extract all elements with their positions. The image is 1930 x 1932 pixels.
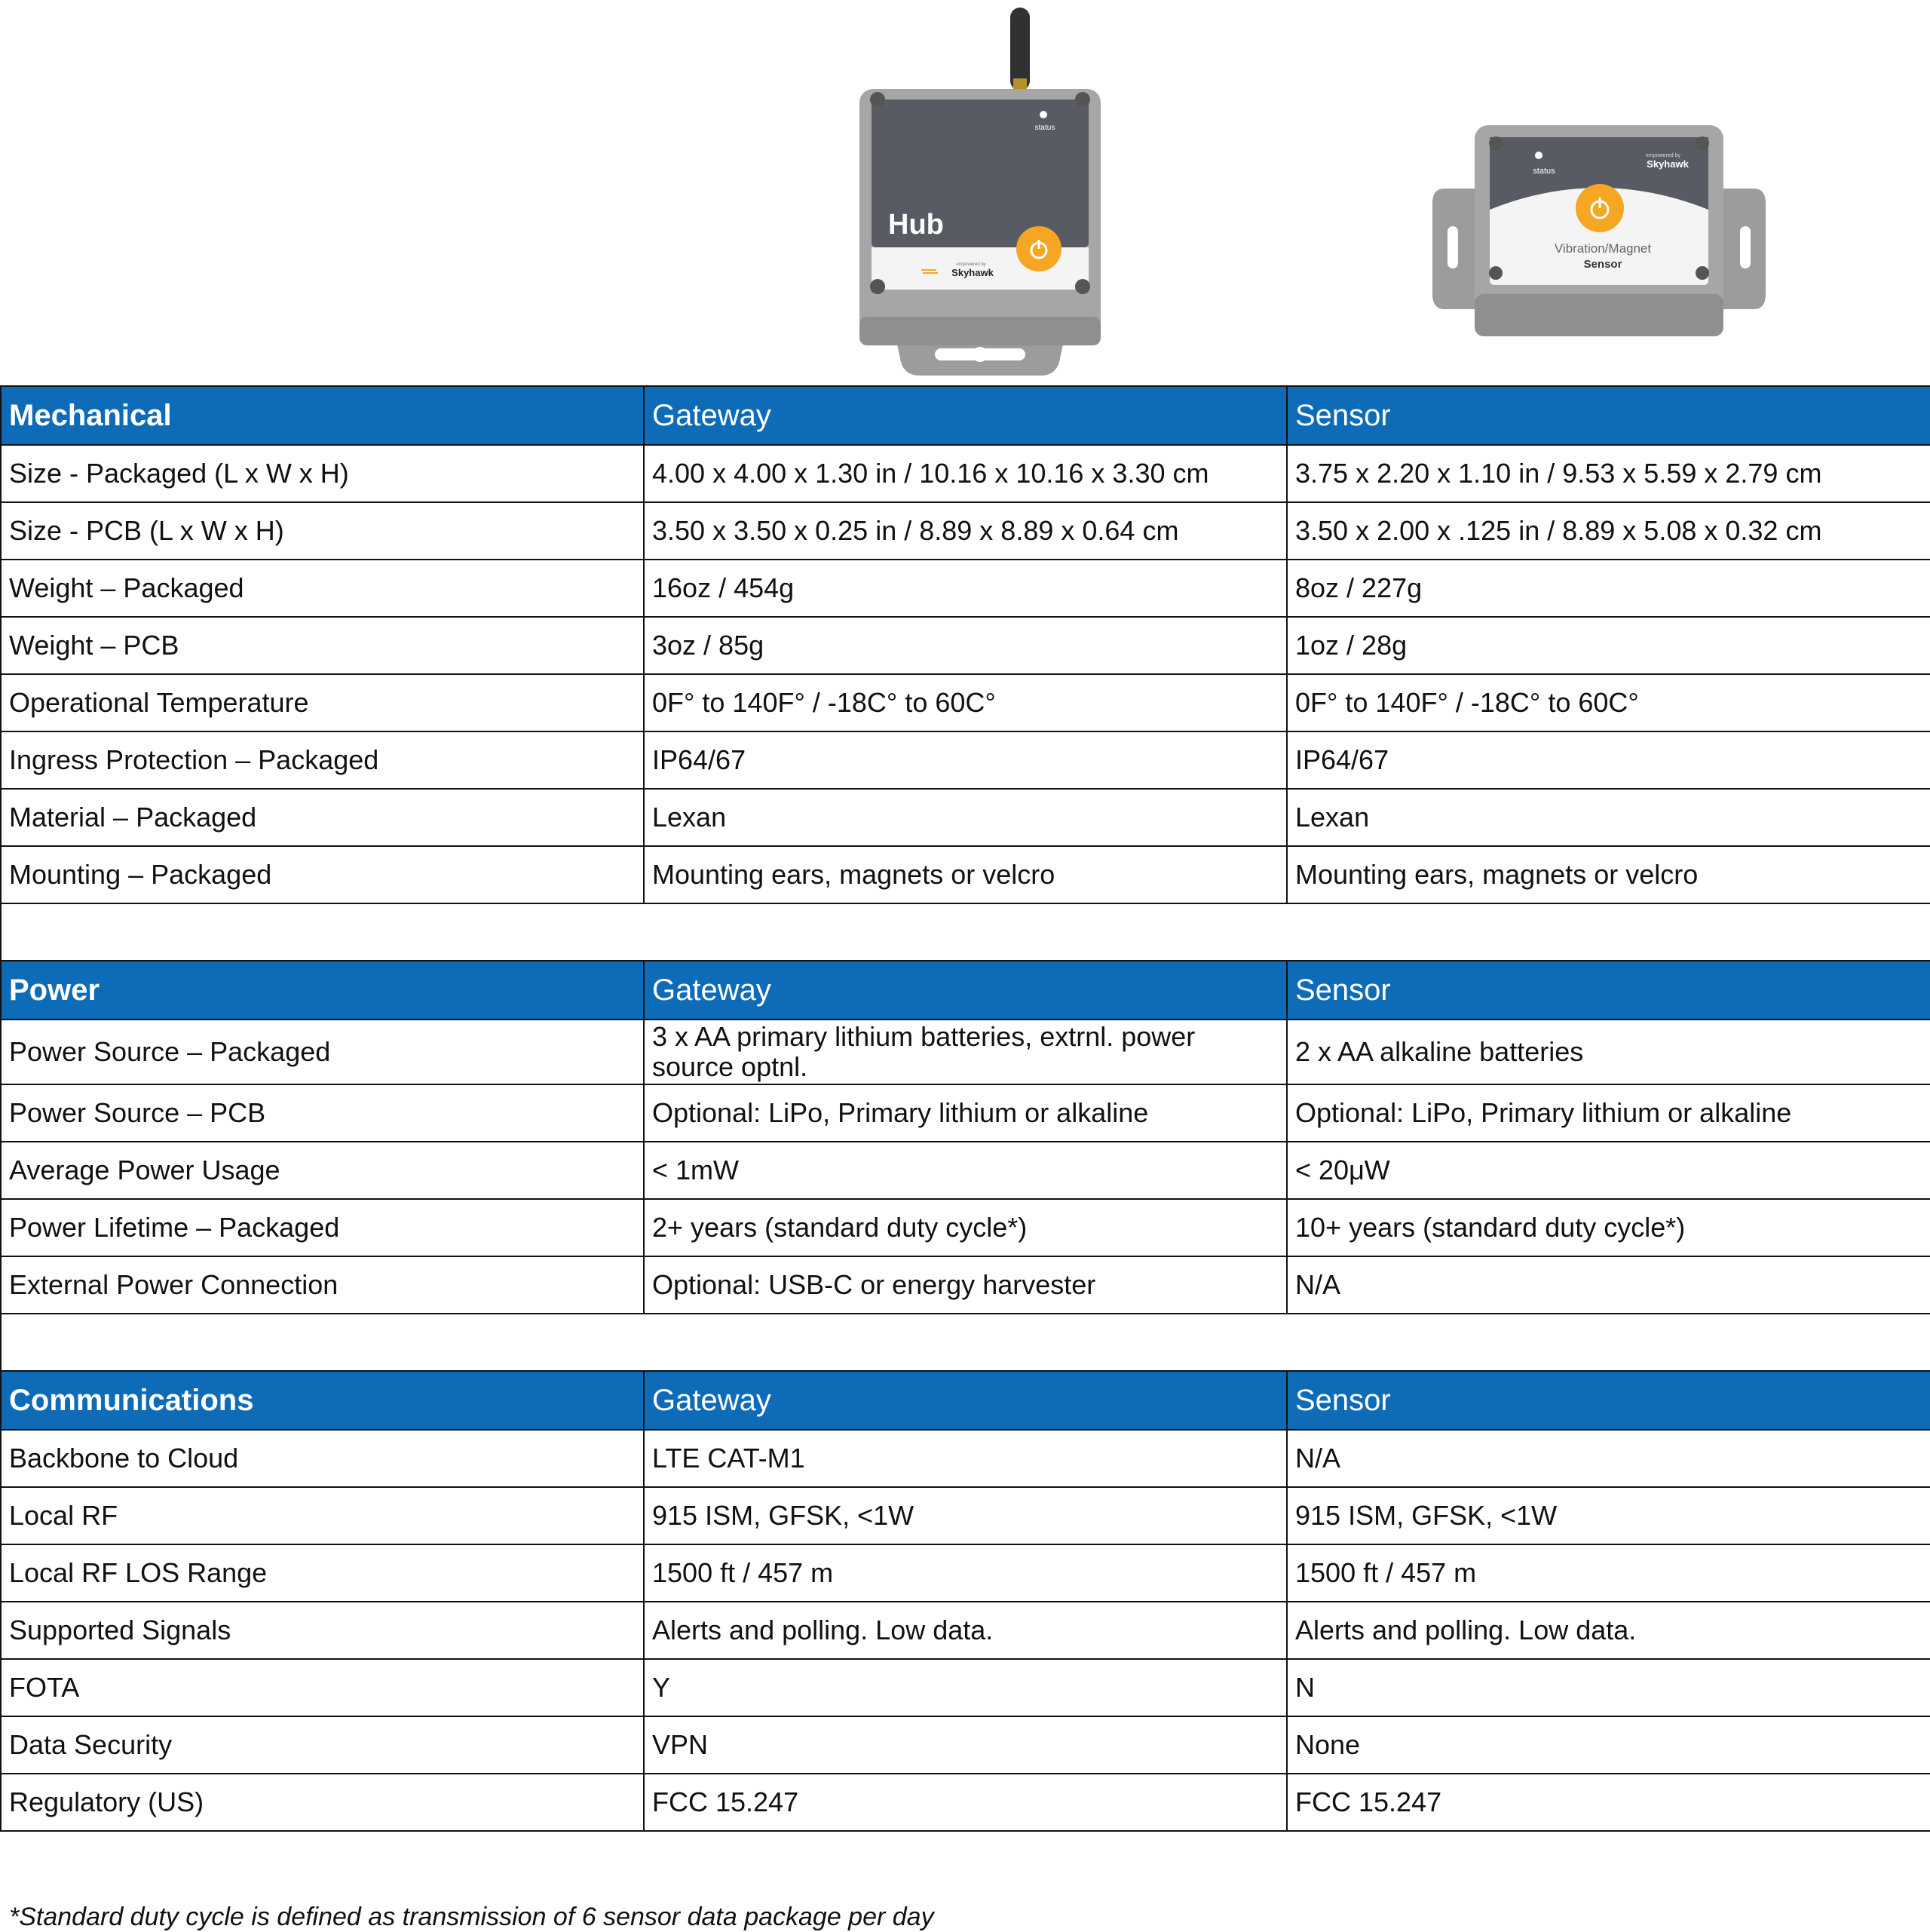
sensor-value: N/A bbox=[1287, 1430, 1930, 1487]
sensor-type-label: Vibration/Magnet bbox=[1554, 241, 1652, 256]
row-label: Power Lifetime – Packaged bbox=[1, 1199, 644, 1256]
sensor-value: None bbox=[1287, 1716, 1930, 1774]
sensor-value: < 20μW bbox=[1287, 1142, 1930, 1199]
row-label: External Power Connection bbox=[1, 1256, 644, 1314]
table-row bbox=[1, 1487, 1930, 1544]
sensor-value: IP64/67 bbox=[1287, 731, 1930, 789]
row-label: Local RF LOS Range bbox=[1, 1544, 644, 1602]
row-label: Material – Packaged bbox=[1, 789, 644, 846]
column-header-gateway: Gateway bbox=[644, 386, 1287, 445]
row-label: Data Security bbox=[1, 1716, 644, 1774]
gateway-value: 2+ years (standard duty cycle*) bbox=[644, 1199, 1287, 1256]
sensor-value: 1500 ft / 457 m bbox=[1287, 1544, 1930, 1602]
hub-empowered-label: empowered by bbox=[956, 262, 986, 267]
column-header-sensor: Sensor bbox=[1287, 386, 1930, 445]
section-title: Mechanical bbox=[1, 386, 644, 445]
gateway-value: Optional: USB-C or energy harvester bbox=[644, 1256, 1287, 1314]
section-header-row bbox=[1, 961, 1930, 1020]
spacer-cell bbox=[1, 903, 1930, 961]
table-row bbox=[1, 1084, 1930, 1142]
sensor-value: 10+ years (standard duty cycle*) bbox=[1287, 1199, 1930, 1256]
gateway-value: Lexan bbox=[644, 789, 1287, 846]
row-label: Supported Signals bbox=[1, 1602, 644, 1659]
row-label: Regulatory (US) bbox=[1, 1774, 644, 1831]
sensor-status-label: status bbox=[1533, 167, 1555, 176]
gateway-value: VPN bbox=[644, 1716, 1287, 1774]
table-row bbox=[1, 731, 1930, 789]
sensor-value: Optional: LiPo, Primary lithium or alkaline bbox=[1287, 1084, 1930, 1142]
spec-table bbox=[0, 385, 1930, 1832]
sensor-name-label: Sensor bbox=[1583, 258, 1622, 271]
table-row bbox=[1, 560, 1930, 617]
section-title: Communications bbox=[1, 1371, 644, 1430]
sensor-value: FCC 15.247 bbox=[1287, 1774, 1930, 1831]
table-row bbox=[1, 1020, 1930, 1084]
spec-table-body bbox=[1, 386, 1930, 1831]
sensor-value: 2 x AA alkaline batteries bbox=[1287, 1020, 1930, 1084]
row-label: Size - PCB (L x W x H) bbox=[1, 502, 644, 560]
gateway-value: Mounting ears, magnets or velcro bbox=[644, 846, 1287, 903]
table-row bbox=[1, 1199, 1930, 1256]
sensor-value: N bbox=[1287, 1659, 1930, 1716]
sensor-value: N/A bbox=[1287, 1256, 1930, 1314]
section-spacer-row bbox=[1, 1314, 1930, 1371]
hub-brand-logo: Skyhawk bbox=[951, 267, 994, 278]
sensor-value: 3.50 x 2.00 x .125 in / 8.89 x 5.08 x 0.32 cm bbox=[1287, 502, 1930, 560]
gateway-value: 3.50 x 3.50 x 0.25 in / 8.89 x 8.89 x 0.64 cm bbox=[644, 502, 1287, 560]
gateway-value: IP64/67 bbox=[644, 731, 1287, 789]
row-label: Power Source – PCB bbox=[1, 1084, 644, 1142]
hub-status-label: status bbox=[1034, 124, 1055, 132]
row-label: Power Source – Packaged bbox=[1, 1020, 644, 1084]
gateway-value: 915 ISM, GFSK, <1W bbox=[644, 1487, 1287, 1544]
sensor-brand-logo: Skyhawk bbox=[1647, 158, 1689, 170]
antenna bbox=[1010, 8, 1030, 90]
sensor-value: 0F° to 140F° / -18C° to 60C° bbox=[1287, 674, 1930, 731]
table-row bbox=[1, 846, 1930, 903]
row-label: FOTA bbox=[1, 1659, 644, 1716]
gateway-value: Y bbox=[644, 1659, 1287, 1716]
table-row bbox=[1, 1430, 1930, 1487]
column-header-sensor: Sensor bbox=[1287, 961, 1930, 1020]
gateway-value: 1500 ft / 457 m bbox=[644, 1544, 1287, 1602]
table-row bbox=[1, 617, 1930, 674]
gateway-value: Optional: LiPo, Primary lithium or alkaline bbox=[644, 1084, 1287, 1142]
row-label: Average Power Usage bbox=[1, 1142, 644, 1199]
section-title: Power bbox=[1, 961, 644, 1020]
sensor-value: 3.75 x 2.20 x 1.10 in / 9.53 x 5.59 x 2.79 cm bbox=[1287, 445, 1930, 502]
row-label: Ingress Protection – Packaged bbox=[1, 731, 644, 789]
column-header-sensor: Sensor bbox=[1287, 1371, 1930, 1430]
gateway-value: < 1mW bbox=[644, 1142, 1287, 1199]
sensor-empowered-label: empowered by bbox=[1646, 153, 1680, 158]
row-label: Size - Packaged (L x W x H) bbox=[1, 445, 644, 502]
gateway-value: 3oz / 85g bbox=[644, 617, 1287, 674]
table-row bbox=[1, 1716, 1930, 1774]
column-header-gateway: Gateway bbox=[644, 1371, 1287, 1430]
table-row bbox=[1, 1142, 1930, 1199]
row-label: Weight – Packaged bbox=[1, 560, 644, 617]
gateway-value: Alerts and polling. Low data. bbox=[644, 1602, 1287, 1659]
sensor-value: 1oz / 28g bbox=[1287, 617, 1930, 674]
row-label: Mounting – Packaged bbox=[1, 846, 644, 903]
section-header-row bbox=[1, 386, 1930, 445]
table-row bbox=[1, 1659, 1930, 1716]
sensor-value: Lexan bbox=[1287, 789, 1930, 846]
sensor-value: 915 ISM, GFSK, <1W bbox=[1287, 1487, 1930, 1544]
gateway-value: 0F° to 140F° / -18C° to 60C° bbox=[644, 674, 1287, 731]
table-row bbox=[1, 1774, 1930, 1831]
hub-title: Hub bbox=[888, 209, 944, 241]
section-header-row bbox=[1, 1371, 1930, 1430]
sensor-device-image bbox=[1429, 121, 1769, 377]
table-row bbox=[1, 1256, 1930, 1314]
hub-device-image bbox=[852, 0, 1108, 385]
table-row bbox=[1, 1602, 1930, 1659]
table-row bbox=[1, 674, 1930, 731]
table-row bbox=[1, 502, 1930, 560]
row-label: Weight – PCB bbox=[1, 617, 644, 674]
gateway-value: 3 x AA primary lithium batteries, extrnl. power source optnl. bbox=[644, 1020, 1287, 1084]
table-row bbox=[1, 1544, 1930, 1602]
sensor-value: Alerts and polling. Low data. bbox=[1287, 1602, 1930, 1659]
column-header-gateway: Gateway bbox=[644, 961, 1287, 1020]
row-label: Local RF bbox=[1, 1487, 644, 1544]
table-row bbox=[1, 789, 1930, 846]
spacer-cell bbox=[1, 1314, 1930, 1371]
footnote: *Standard duty cycle is defined as transmission of 6 sensor data package per day bbox=[9, 1903, 934, 1931]
section-spacer-row bbox=[1, 903, 1930, 961]
gateway-value: FCC 15.247 bbox=[644, 1774, 1287, 1831]
sensor-value: 8oz / 227g bbox=[1287, 560, 1930, 617]
row-label: Operational Temperature bbox=[1, 674, 644, 731]
gateway-value: LTE CAT-M1 bbox=[644, 1430, 1287, 1487]
table-row bbox=[1, 445, 1930, 502]
gateway-value: 4.00 x 4.00 x 1.30 in / 10.16 x 10.16 x 3.30 cm bbox=[644, 445, 1287, 502]
sensor-value: Mounting ears, magnets or velcro bbox=[1287, 846, 1930, 903]
row-label: Backbone to Cloud bbox=[1, 1430, 644, 1487]
gateway-value: 16oz / 454g bbox=[644, 560, 1287, 617]
